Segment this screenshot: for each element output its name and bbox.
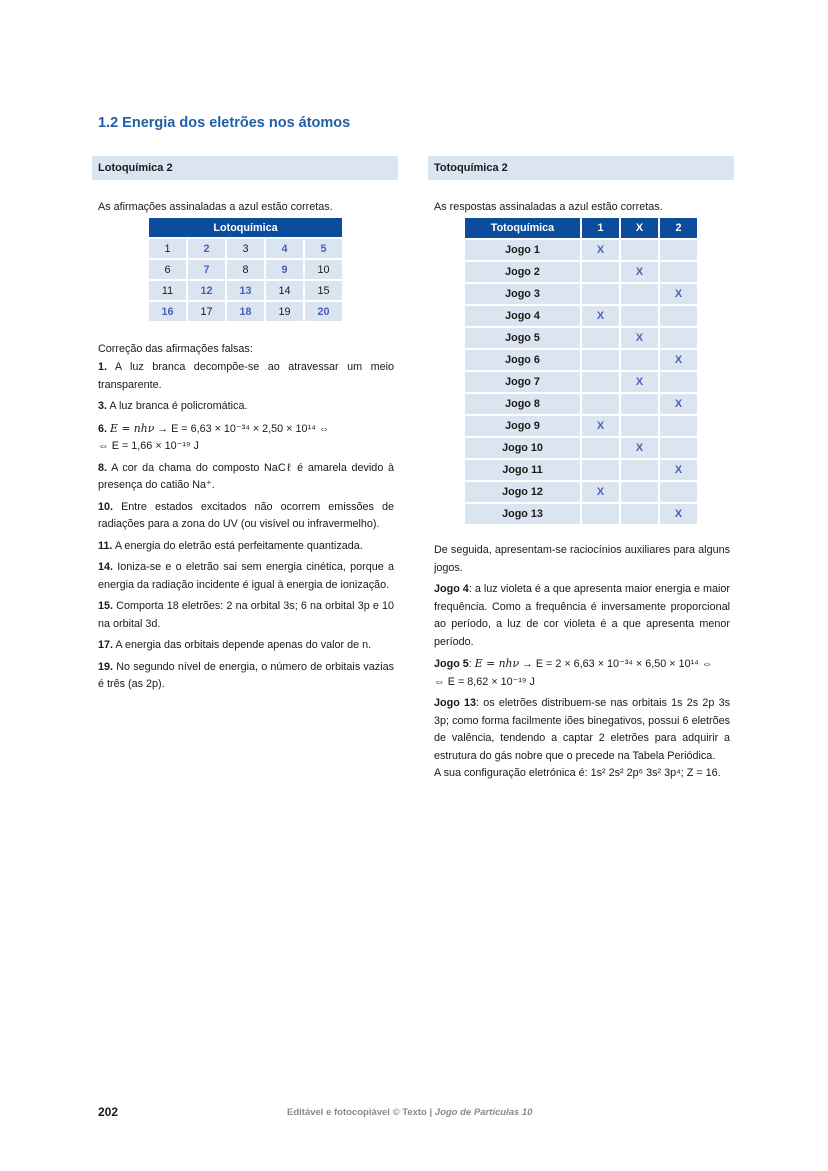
- answer-cell: [582, 372, 619, 392]
- answer-cell: [621, 460, 658, 480]
- lotoquimica-cell: 19: [266, 302, 303, 321]
- note-label: Jogo 5: [434, 658, 469, 670]
- answer-cell: X: [660, 284, 697, 304]
- page-title: 1.2 Energia dos eletrões nos átomos: [98, 115, 351, 131]
- notes-list: [428, 581, 734, 765]
- col-header-game: Totoquímica: [465, 218, 580, 238]
- correction-item: [92, 637, 398, 655]
- correction-item: [92, 499, 398, 534]
- totoquimica-section: [428, 156, 734, 787]
- lotoquimica-cell: 1: [149, 239, 186, 258]
- game-label: Jogo 11: [465, 460, 580, 480]
- correction-item: [92, 538, 398, 556]
- correction-number: 15.: [98, 600, 114, 612]
- correction-item: [92, 359, 398, 394]
- answer-cell: X: [621, 372, 658, 392]
- answer-cell: [660, 240, 697, 260]
- game-label: Jogo 9: [465, 416, 580, 436]
- game-label: Jogo 8: [465, 394, 580, 414]
- formula: E = nhν: [474, 657, 520, 670]
- answer-cell: X: [582, 240, 619, 260]
- answer-cell: [621, 240, 658, 260]
- answer-cell: X: [621, 328, 658, 348]
- game-label: Jogo 7: [465, 372, 580, 392]
- note-text: → E = 2 × 6,63 × 10⁻³⁴ × 6,50 × 10¹⁴ ⇔: [519, 658, 713, 670]
- answer-cell: [660, 416, 697, 436]
- answer-cell: X: [621, 262, 658, 282]
- answer-cell: X: [660, 460, 697, 480]
- totoquimica-row: [465, 504, 697, 524]
- lotoquimica-cell: 16: [149, 302, 186, 321]
- totoquimica-row: [465, 306, 697, 326]
- lotoquimica-cell: 9: [266, 260, 303, 279]
- col-header-x: X: [621, 218, 658, 238]
- correction-item: [92, 398, 398, 416]
- formula: E = nhν: [110, 421, 155, 435]
- answer-cell: [621, 306, 658, 326]
- totoquimica-row: [465, 460, 697, 480]
- lotoquimica-row: [149, 239, 342, 258]
- totoquimica-row: [465, 438, 697, 458]
- lotoquimica-cell: 12: [188, 281, 225, 300]
- answer-cell: X: [660, 350, 697, 370]
- footer-copyright: Editável e fotocopiável © Texto |: [287, 1107, 435, 1118]
- game-note: [428, 695, 734, 765]
- answer-cell: X: [582, 482, 619, 502]
- answer-cell: X: [621, 438, 658, 458]
- correction-number: 8.: [98, 461, 108, 474]
- correction-number: 19.: [98, 660, 114, 673]
- correction-text: Ioniza-se e o eletrão sai sem energia cinética, porque a energia da radiação incidente é igual à energia de ionização.: [98, 561, 395, 591]
- answer-cell: [621, 504, 658, 524]
- answer-cell: [582, 394, 619, 414]
- correction-text: A energia das orbitais depende apenas do valor de n.: [115, 639, 372, 651]
- lotoquimica-cell: 8: [227, 260, 264, 279]
- correction-item: [92, 559, 398, 594]
- lotoquimica-section: [92, 156, 398, 698]
- game-label: Jogo 4: [465, 306, 580, 326]
- correction-number: 6.: [98, 422, 108, 435]
- game-label: Jogo 12: [465, 482, 580, 502]
- correction-number: 11.: [98, 539, 113, 552]
- game-label: Jogo 10: [465, 438, 580, 458]
- correction-text: Comporta 18 eletrões: 2 na orbital 3s; 6 na orbital 3p e 10 na orbital 3d.: [98, 600, 395, 630]
- lotoquimica-cell: 13: [227, 281, 264, 300]
- answer-cell: [621, 482, 658, 502]
- lotoquimica-cell: 17: [188, 302, 225, 321]
- note-label: Jogo 4: [434, 583, 469, 595]
- section-header-totoquimica: Totoquímica 2: [428, 156, 734, 180]
- lotoquimica-cell: 3: [227, 239, 264, 258]
- answer-cell: X: [660, 394, 697, 414]
- lotoquimica-cell: 20: [305, 302, 342, 321]
- correction-number: 3.: [98, 400, 108, 412]
- answer-cell: [660, 482, 697, 502]
- col-header-2: 2: [660, 218, 697, 238]
- electron-config: A sua configuração eletrónica é: 1s² 2s² 2p⁶ 3s² 3p⁴; Z = 16.: [434, 767, 721, 779]
- correction-number: 17.: [98, 639, 114, 651]
- game-label: Jogo 13: [465, 504, 580, 524]
- answer-cell: X: [582, 416, 619, 436]
- answer-cell: [660, 262, 697, 282]
- correction-item: [92, 460, 398, 495]
- game-label: Jogo 6: [465, 350, 580, 370]
- correction-item: [92, 659, 398, 694]
- correction-item: [92, 598, 398, 633]
- answer-cell: [582, 262, 619, 282]
- lotoquimica-row: [149, 302, 342, 321]
- note-text: : os eletrões distribuem-se nas orbitais 1s 2s 2p 3s 3p; como forma facilmente iões binegativos, possui 6 eletrões de valência, tendendo a captar 2 eletrões para adquirir a estrutura do gás nobre que o precede na Tabela Periódica.: [434, 697, 730, 762]
- lotoquimica-cell: 14: [266, 281, 303, 300]
- correction-number: 1.: [98, 361, 108, 373]
- section-header-lotoquimica: Lotoquímica 2: [92, 156, 398, 180]
- correction-text: Entre estados excitados não ocorrem emissões de radiações para a zona do UV (ou visível ou infravermelho).: [98, 500, 394, 530]
- lotoquimica-cell: 11: [149, 281, 186, 300]
- game-label: Jogo 1: [465, 240, 580, 260]
- aux-intro: De seguida, apresentam-se raciocínios auxiliares para alguns jogos.: [434, 544, 730, 574]
- correction-number: 14.: [98, 561, 114, 573]
- correction-text: A energia do eletrão está perfeitamente quantizada.: [114, 539, 363, 552]
- totoquimica-row: [465, 394, 697, 414]
- totoquimica-row: [465, 328, 697, 348]
- lotoquimica-row: [149, 281, 342, 300]
- game-label: Jogo 5: [465, 328, 580, 348]
- lotoquimica-cell: 7: [188, 260, 225, 279]
- answer-cell: [621, 394, 658, 414]
- correction-text: A luz branca é policromática.: [109, 400, 248, 412]
- footer-credit: [287, 1107, 532, 1118]
- totoquimica-row: [465, 262, 697, 282]
- answer-cell: [660, 328, 697, 348]
- answer-cell: [582, 504, 619, 524]
- answer-cell: [582, 460, 619, 480]
- page-number: 202: [98, 1105, 119, 1119]
- answer-cell: [660, 372, 697, 392]
- corrections-list: [92, 359, 398, 694]
- answer-cell: [582, 328, 619, 348]
- note-label: Jogo 13: [434, 697, 477, 709]
- correction-text: A luz branca decompõe-se ao atravessar um meio transparente.: [98, 361, 395, 391]
- totoquimica-row: [465, 240, 697, 260]
- totoquimica-intro: As respostas assinaladas a azul estão corretas.: [434, 201, 663, 213]
- correction-item: [92, 420, 398, 456]
- totoquimica-row: [465, 482, 697, 502]
- answer-cell: [660, 438, 697, 458]
- lotoquimica-cell: 18: [227, 302, 264, 321]
- note-text: : a luz violeta é a que apresenta maior energia e maior frequência. Como a frequência é inversamente proporcional ao período, a luz de cor violeta é a que apresenta menor período.: [434, 583, 731, 648]
- lotoquimica-cell: 15: [305, 281, 342, 300]
- col-header-1: 1: [582, 218, 619, 238]
- lotoquimica-row: [149, 260, 342, 279]
- lotoquimica-intro: As afirmações assinaladas a azul estão corretas.: [98, 201, 333, 213]
- correction-text: → E = 6,63 × 10⁻³⁴ × 2,50 × 10¹⁴ ⇔: [154, 422, 330, 435]
- answer-cell: [660, 306, 697, 326]
- answer-cell: [621, 284, 658, 304]
- corrections-title: Correção das afirmações falsas:: [98, 343, 253, 355]
- correction-result: ⇔ E = 1,66 × 10⁻¹⁹ J: [98, 440, 199, 452]
- answer-cell: [621, 350, 658, 370]
- correction-text: No segundo nível de energia, o número de orbitais vazias é três (as 2p).: [98, 660, 395, 690]
- game-note: Jogo 5: E = nhν → E = 2 × 6,63 × 10⁻³⁴ × 6,50 × 10¹⁴ ⇔ ⇔ E = 8,62 × 10⁻¹⁹ J: [434, 657, 713, 688]
- lotoquimica-table: [147, 216, 344, 323]
- game-label: Jogo 3: [465, 284, 580, 304]
- totoquimica-row: [465, 350, 697, 370]
- answer-cell: X: [582, 306, 619, 326]
- answer-cell: [621, 416, 658, 436]
- footer-book-title: Jogo de Partículas 10: [434, 1107, 533, 1118]
- correction-number: 10.: [98, 500, 114, 513]
- lotoquimica-cell: 2: [188, 239, 225, 258]
- lotoquimica-cell: 6: [149, 260, 186, 279]
- lotoquimica-table-header: Lotoquímica: [149, 218, 342, 237]
- correction-text: A cor da chama do composto NaCℓ é amarela devido à presença do catião Na⁺.: [98, 461, 395, 491]
- lotoquimica-cell: 5: [305, 239, 342, 258]
- lotoquimica-cell: 10: [305, 260, 342, 279]
- totoquimica-row: [465, 416, 697, 436]
- game-note: [428, 581, 734, 651]
- totoquimica-row: [465, 284, 697, 304]
- note-result: ⇔ E = 8,62 × 10⁻¹⁹ J: [434, 675, 535, 688]
- game-label: Jogo 2: [465, 262, 580, 282]
- answer-cell: [582, 284, 619, 304]
- answer-cell: [582, 438, 619, 458]
- lotoquimica-cell: 4: [266, 239, 303, 258]
- answer-cell: [582, 350, 619, 370]
- totoquimica-row: [465, 372, 697, 392]
- totoquimica-table: [463, 216, 699, 526]
- answer-cell: X: [660, 504, 697, 524]
